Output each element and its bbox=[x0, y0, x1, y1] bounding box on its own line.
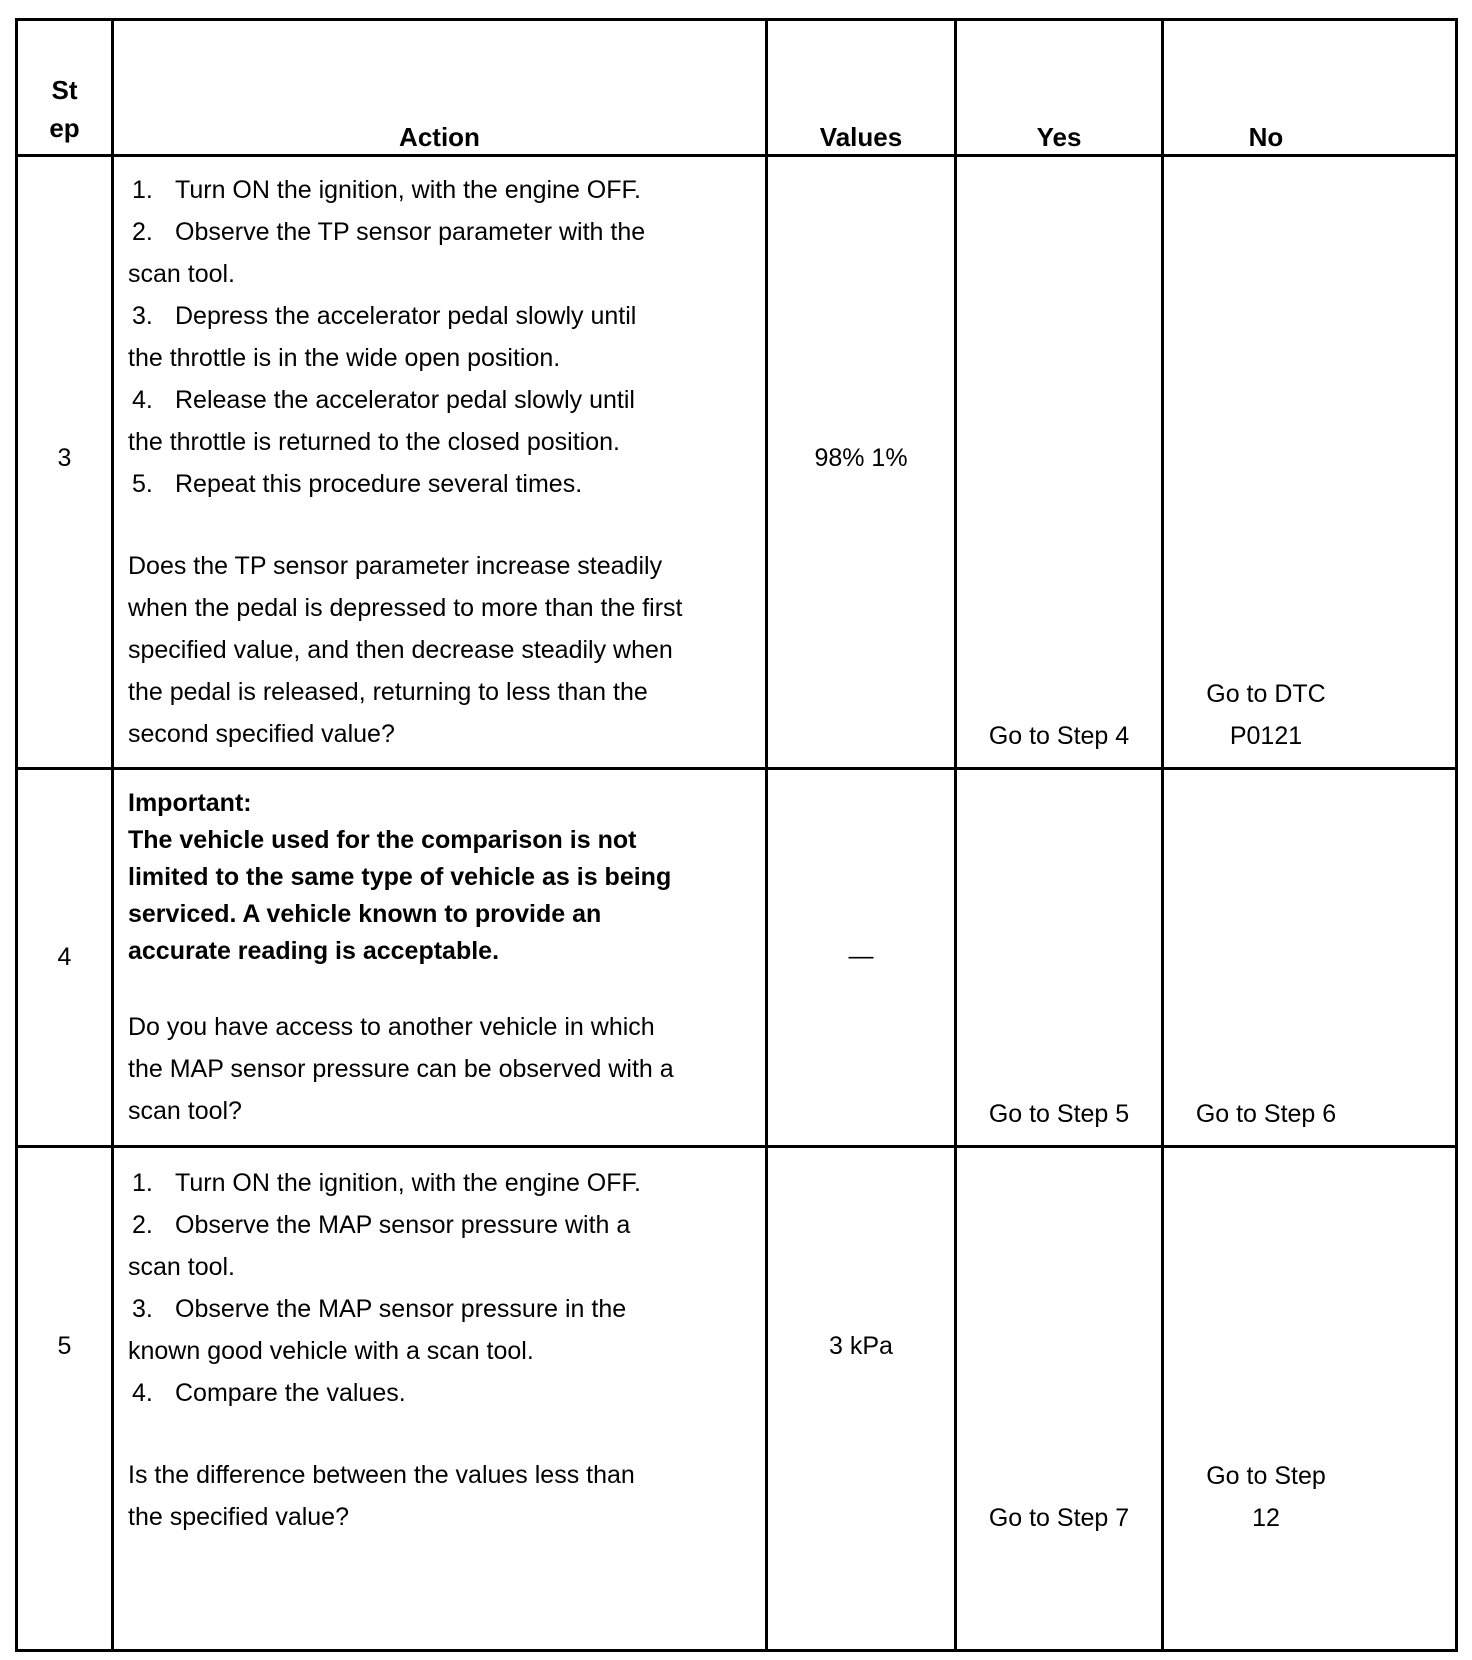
values-cell: 3 kPa bbox=[829, 1332, 893, 1360]
step-number: 3 bbox=[57, 444, 72, 472]
action-question: Does the TP sensor parameter increase steadily when the pedal is depressed to more than the first specified value, and then decrease steadily when the pedal is released, returning to less than the second specified value? bbox=[128, 552, 683, 748]
action-question: Do you have access to another vehicle in which the MAP sensor pressure can be observed with a scan tool? bbox=[128, 1013, 674, 1125]
no-cell: Go to Step 12 bbox=[1206, 1462, 1326, 1532]
header-step-line1: St bbox=[51, 75, 78, 105]
values-cell: — bbox=[848, 942, 874, 970]
header-step-line2: ep bbox=[49, 113, 80, 143]
action-steps: 1. Turn ON the ignition, with the engine OFF. 2. Observe the TP sensor parameter with the scan tool. 3. Depress the accelerator pedal slowly until the throttle is in the wide open position. 4. Release the accelerator pedal slowly until the throttle is returned to the closed position. 5. Repeat this procedure several times. bbox=[128, 176, 646, 498]
action-steps: 1. Turn ON the ignition, with the engine OFF. 2. Observe the MAP sensor pressure with a scan tool. 3. Observe the MAP sensor pressure in the known good vehicle with a scan tool. 4. Compare the values. bbox=[128, 1169, 641, 1407]
values-cell: 98% 1% bbox=[814, 444, 908, 472]
header-yes: Yes bbox=[1036, 122, 1082, 152]
action-cell bbox=[114, 1162, 765, 1538]
column-divider bbox=[954, 21, 957, 1649]
header-action: Action bbox=[399, 122, 480, 152]
column-divider bbox=[765, 21, 768, 1649]
row-divider bbox=[18, 1145, 1455, 1148]
no-cell: Go to DTC P0121 bbox=[1206, 680, 1326, 750]
action-cell bbox=[114, 169, 765, 755]
column-divider bbox=[1161, 21, 1164, 1649]
header-no: No bbox=[1248, 122, 1284, 152]
header-values: Values bbox=[819, 122, 903, 152]
yes-cell: Go to Step 5 bbox=[988, 1100, 1130, 1128]
action-question: Is the difference between the values less than the specified value? bbox=[128, 1461, 635, 1531]
step-number: 4 bbox=[57, 943, 72, 971]
row-divider bbox=[18, 767, 1455, 770]
important-note: Important: The vehicle used for the comparison is not limited to the same type of vehicle as is being serviced. A vehicle known to provide an accurate reading is acceptable. bbox=[128, 789, 672, 965]
yes-cell: Go to Step 4 bbox=[988, 722, 1130, 750]
action-cell bbox=[114, 785, 765, 1132]
yes-cell: Go to Step 7 bbox=[988, 1504, 1130, 1532]
step-number: 5 bbox=[57, 1332, 72, 1360]
no-cell: Go to Step 6 bbox=[1195, 1100, 1337, 1128]
diagnostic-table bbox=[15, 18, 1458, 1652]
header-step bbox=[18, 71, 111, 147]
